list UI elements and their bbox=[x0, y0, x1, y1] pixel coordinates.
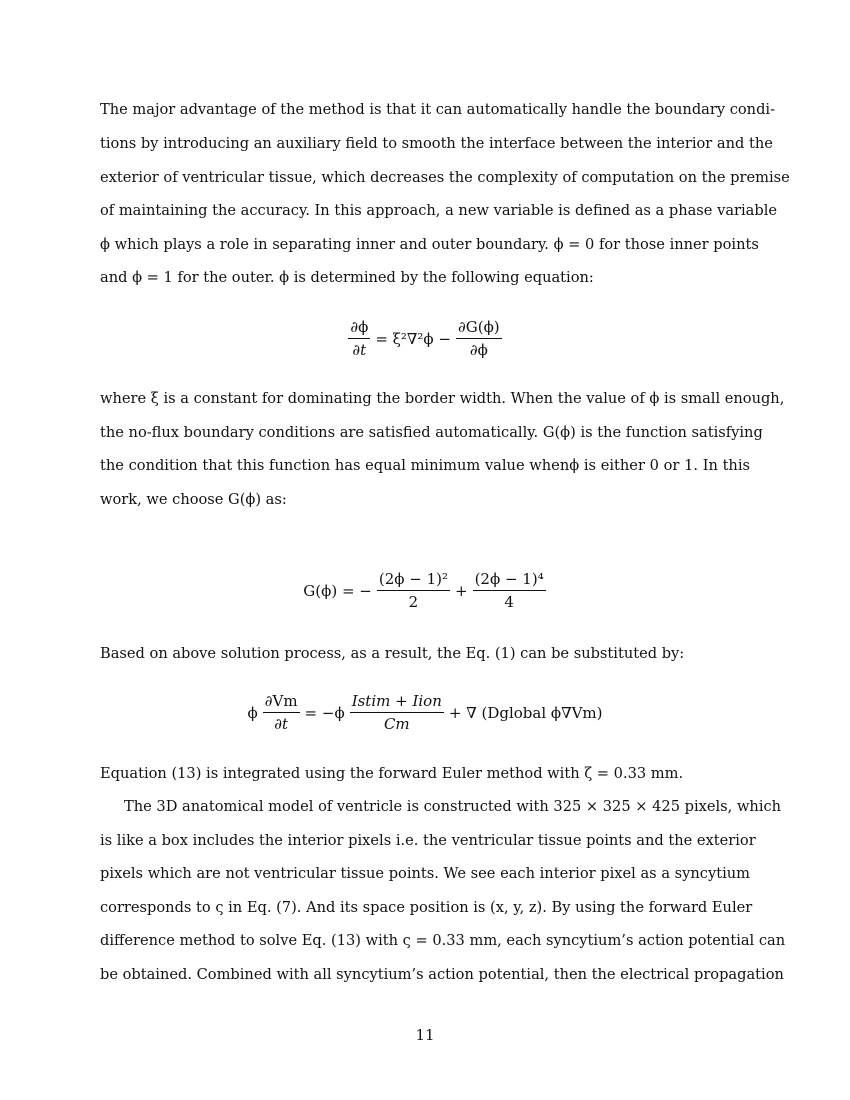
text-line: ϕ which plays a role in separating inner and outer boundary. ϕ = 0 for those inner points bbox=[100, 236, 759, 253]
plus-sign: + bbox=[455, 581, 468, 600]
paragraph-euler-method: Equation (13) is integrated using the forward Euler method with ζ = 0.33 mm. bbox=[100, 765, 684, 782]
fraction-denominator: 4 bbox=[504, 593, 514, 611]
text-line: The major advantage of the method is that it can automatically handle the boundary condi- bbox=[100, 101, 776, 118]
fraction-numerator: ∂ϕ bbox=[348, 318, 370, 339]
text-line: pixels which are not ventricular tissue points. We see each interior pixel as a syncytium bbox=[100, 865, 750, 882]
text-line: be obtained. Combined with all syncytium’s action potential, then the electrical propagation bbox=[100, 966, 784, 983]
text-line: exterior of ventricular tissue, which decreases the complexity of computation on the premise bbox=[100, 169, 790, 186]
fraction-numerator: ∂G(ϕ) bbox=[456, 318, 502, 339]
text-line: The 3D anatomical model of ventricle is constructed with 325 × 325 × 425 pixels, which bbox=[124, 798, 782, 815]
text-line: the no-flux boundary conditions are satisfied automatically. G(ϕ) is the function satisfying bbox=[100, 424, 763, 441]
fraction-dVm-dt bbox=[263, 692, 300, 733]
equation-middle-term: = −ϕ bbox=[304, 703, 345, 722]
fraction-squared-term bbox=[377, 570, 450, 611]
paragraph-substitution: Based on above solution process, as a result, the Eq. (1) can be substituted by: bbox=[100, 645, 685, 662]
equation-middle-term: = ξ²∇²ϕ − bbox=[375, 329, 451, 348]
text-line: corresponds to ς in Eq. (7). And its space position is (x, y, z). By using the forward Euler bbox=[100, 899, 753, 916]
equation-membrane-potential bbox=[0, 692, 850, 733]
page-number: 11 bbox=[415, 1026, 435, 1044]
equation-G-phi bbox=[0, 570, 850, 611]
text-line: difference method to solve Eq. (13) with ς = 0.33 mm, each syncytium’s action potential can bbox=[100, 932, 786, 949]
text-line: work, we choose G(ϕ) as: bbox=[100, 491, 287, 508]
fraction-denominator: ∂t bbox=[352, 341, 367, 359]
fraction-fourth-power-term bbox=[473, 570, 546, 611]
equation-lhs: G(ϕ) = − bbox=[303, 581, 372, 600]
equation-phase-field bbox=[0, 318, 850, 359]
fraction-denominator: Cm bbox=[383, 715, 410, 733]
fraction-denominator: 2 bbox=[408, 593, 419, 611]
equation-diffusion-term: + ∇ (Dglobal ϕ∇Vm) bbox=[448, 703, 603, 722]
fraction-currents-over-capacitance bbox=[350, 692, 444, 733]
fraction-numerator: ∂Vm bbox=[263, 692, 300, 713]
fraction-numerator: (2ϕ − 1)⁴ bbox=[473, 570, 546, 591]
fraction-numerator: Istim + Iion bbox=[350, 692, 444, 713]
text-line: where ξ is a constant for dominating the border width. When the value of ϕ is small enough, bbox=[100, 390, 785, 407]
text-line: is like a box includes the interior pixels i.e. the ventricular tissue points and the exterior bbox=[100, 832, 756, 849]
text-line: of maintaining the accuracy. In this approach, a new variable is defined as a phase variable bbox=[100, 202, 778, 219]
fraction-denominator: ∂ϕ bbox=[469, 341, 488, 359]
fraction-dphi-dt bbox=[348, 318, 370, 359]
text-line: tions by introducing an auxiliary field to smooth the interface between the interior and the bbox=[100, 135, 773, 152]
text-line: and ϕ = 1 for the outer. ϕ is determined by the following equation: bbox=[100, 269, 594, 286]
fraction-denominator: ∂t bbox=[274, 715, 289, 733]
text-line: the condition that this function has equal minimum value whenϕ is either 0 or 1. In this bbox=[100, 457, 750, 474]
fraction-numerator: (2ϕ − 1)² bbox=[377, 570, 450, 591]
equation-prefix: ϕ bbox=[247, 703, 258, 722]
fraction-dG-dphi bbox=[456, 318, 502, 359]
